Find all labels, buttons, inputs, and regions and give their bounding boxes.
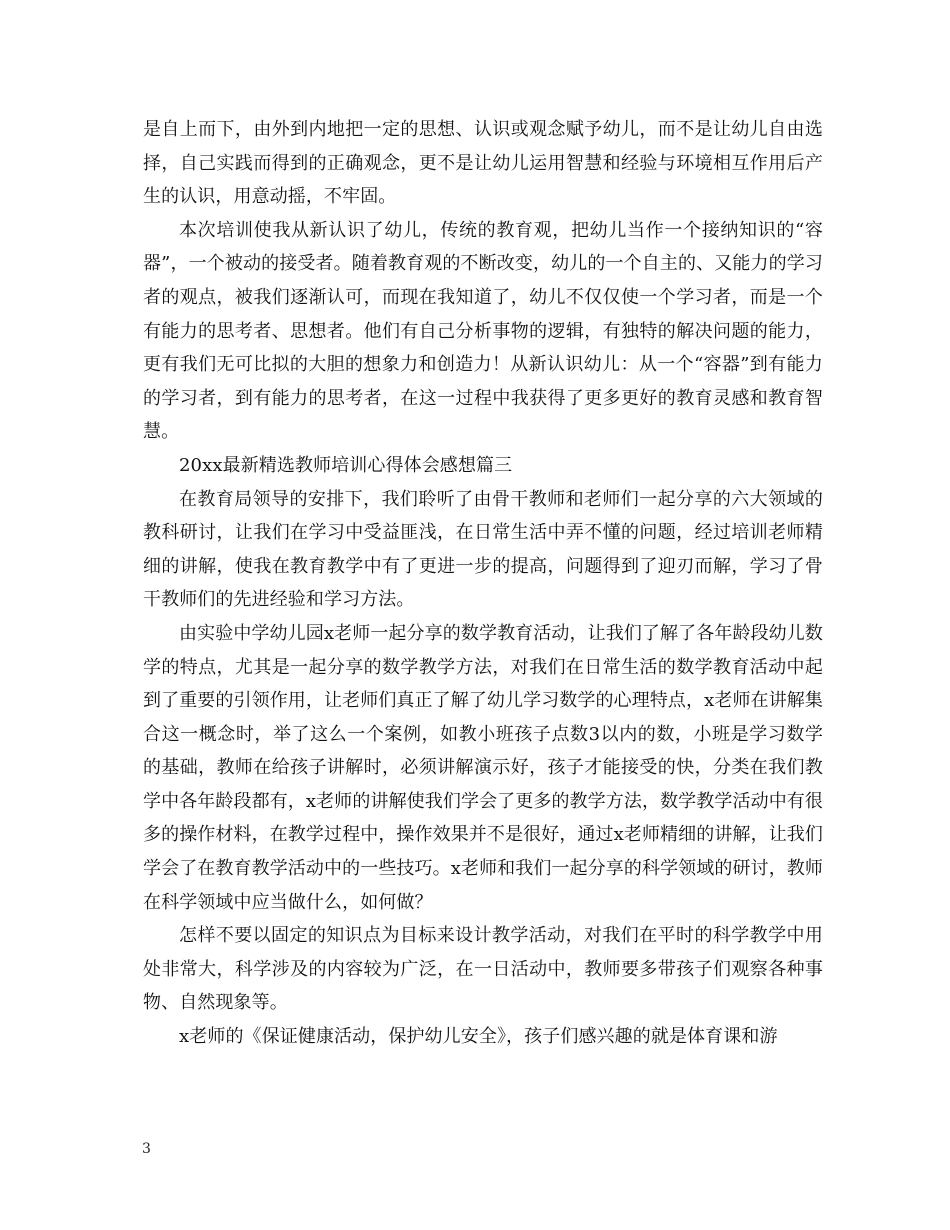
paragraph-4: 由实验中学幼儿园x老师一起分享的数学教育活动，让我们了解了各年龄段幼儿数学的特点，尤其是一起分享的数学教学方法，对我们在日常生活的数学教育活动中起到了重要的引领作用，让老师们真正了解了幼儿学习数学的心理特点，x老师在讲解集合这一概念时，举了这么一个案例，如教小班孩子点数3以内的数，小班是学习数学的基础，教师在给孩子讲解时，必须讲解演示好，孩子才能接受的快，分类在我们教学中各年龄段都有，x老师的讲解使我们学会了更多的教学方法，数学教学活动中有很多的操作材料，在教学过程中，操作效果并不是很好，通过x老师精细的讲解，让我们学会了在教育教学活动中的一些技巧。x老师和我们一起分享的科学领域的研讨，教师在科学领域中应当做什么，如何做？ bbox=[143, 622, 823, 913]
paragraph-1: 是自上而下，由外到内地把一定的思想、认识或观念赋予幼儿，而不是让幼儿自由选择，自己实践而得到的正确观念，更不是让幼儿运用智慧和经验与环境相互作用后产生的认识，用意动摇，不牢固。 bbox=[143, 119, 823, 208]
paragraph-3: 在教育局领导的安排下，我们聆听了由骨干教师和老师们一起分享的六大领域的教科研讨，让我们在学习中受益匪浅，在日常生活中弄不懂的问题，经过培训老师精细的讲解，使我在教育教学中有了更进一步的提高，问题得到了迎刃而解，学习了骨干教师们的先进经验和学习方法。 bbox=[143, 488, 823, 611]
paragraph-6: x老师的《保证健康活动，保护幼儿安全》，孩子们感兴趣的就是体育课和游 bbox=[179, 1026, 778, 1048]
paragraph-5: 怎样不要以固定的知识点为目标来设计教学活动，对我们在平时的科学教学中用处非常大，科学涉及的内容较为广泛，在一日活动中，教师要多带孩子们观察各种事物、自然现象等。 bbox=[143, 925, 823, 1014]
page-number: 3 bbox=[142, 1141, 151, 1157]
document-body bbox=[143, 113, 823, 1054]
section-heading: 20xx最新精选教师培训心得体会感想篇三 bbox=[179, 454, 513, 476]
paragraph-2: 本次培训使我从新认识了幼儿，传统的教育观，把幼儿当作一个接纳知识的“容器”，一个被动的接受者。随着教育观的不断改变，幼儿的一个自主的、又能力的学习者的观点，被我们逐渐认可，而现在我知道了，幼儿不仅仅使一个学习者，而是一个有能力的思考者、思想者。他们有自己分析事物的逻辑，有独特的解决问题的能力，更有我们无可比拟的大胆的想象力和创造力！从新认识幼儿：从一个“容器”到有能力的学习者，到有能力的思考者，在这一过程中我获得了更多更好的教育灵感和教育智慧。 bbox=[143, 219, 823, 443]
